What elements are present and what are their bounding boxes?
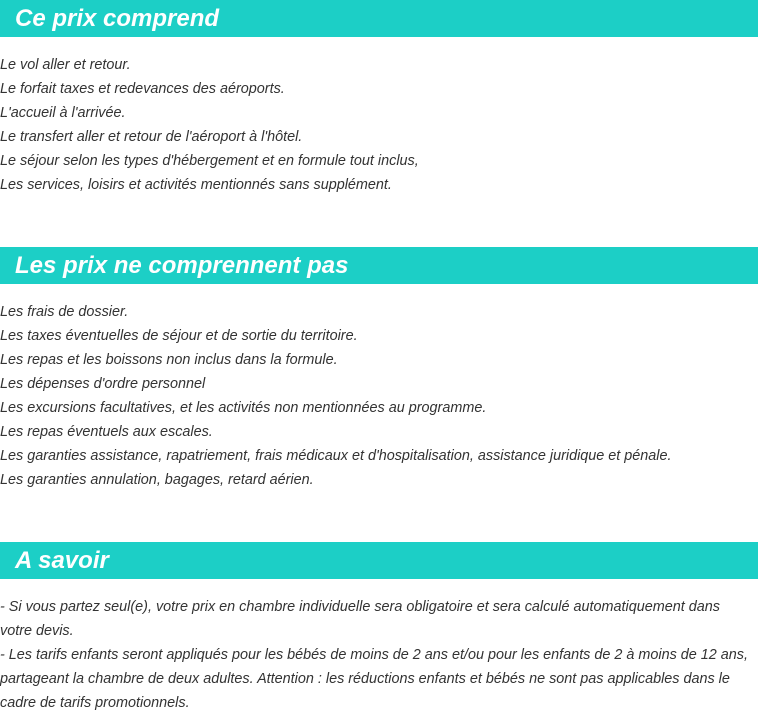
list-item: Les garanties assistance, rapatriement, frais médicaux et d'hospitalisation, assistance juridique et pénale.: [0, 448, 672, 464]
list-item: Les excursions facultatives, et les activités non mentionnées au programme.: [0, 400, 487, 416]
section-header-info: [0, 542, 758, 579]
list-item: Le transfert aller et retour de l'aéroport à l'hôtel.: [0, 129, 303, 145]
list-item: Les garanties annulation, bagages, retard aérien.: [0, 472, 314, 488]
info-paragraph: - Si vous partez seul(e), votre prix en chambre individuelle sera obligatoire et sera calculé automatiquement dans votre devis.: [0, 599, 720, 639]
section-title-included: Ce prix comprend: [15, 5, 220, 32]
section-title-info: A savoir: [15, 547, 109, 574]
list-item: L'accueil à l'arrivée.: [0, 105, 126, 121]
included-list: [0, 53, 758, 197]
list-item: Les services, loisirs et activités mentionnés sans supplément.: [0, 177, 392, 193]
section-title-excluded: Les prix ne comprennent pas: [15, 252, 349, 279]
info-paragraph: - Les tarifs enfants seront appliqués pour les bébés de moins de 2 ans et/ou pour les enfants de 2 à moins de 12 ans, partageant la chambre de deux adultes. Attention : les réductions enfants et bébés ne sont pas applicables dans le cadre de tarifs promotionnels.: [0, 647, 748, 711]
section-header-included: [0, 0, 758, 37]
list-item: Les frais de dossier.: [0, 304, 129, 320]
list-item: Les repas éventuels aux escales.: [0, 424, 213, 440]
list-item: Les dépenses d'ordre personnel: [0, 376, 206, 392]
list-item: Le séjour selon les types d'hébergement et en formule tout inclus,: [0, 153, 419, 169]
list-item: Le vol aller et retour.: [0, 57, 131, 73]
list-item: Les repas et les boissons non inclus dans la formule.: [0, 352, 338, 368]
list-item: Le forfait taxes et redevances des aéroports.: [0, 81, 285, 97]
info-paragraphs: [0, 595, 758, 715]
list-item: Les taxes éventuelles de séjour et de sortie du territoire.: [0, 328, 358, 344]
section-header-excluded: [0, 247, 758, 284]
excluded-list: [0, 300, 758, 492]
